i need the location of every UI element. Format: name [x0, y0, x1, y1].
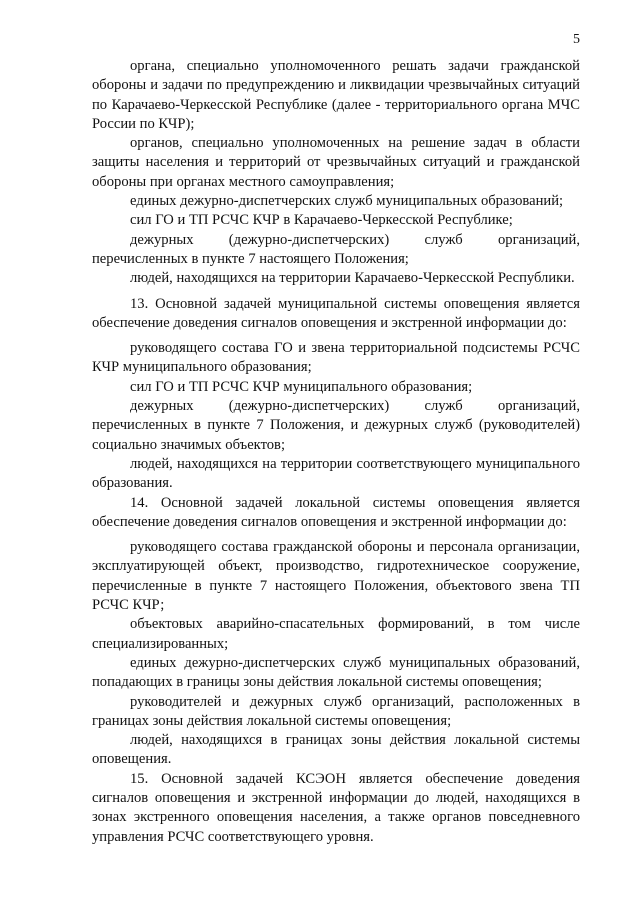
- document-body: [92, 57, 580, 847]
- paragraph: руководителей и дежурных служб организаций, расположенных в границах зоны действия локальной системы оповещения;: [92, 693, 580, 729]
- clause-15-paragraph: 15. Основной задачей КСЭОН является обеспечение доведения сигналов оповещения и экстренной информации до людей, находящихся в зонах экстренного оповещения населения, а также органов повседневного управления РСЧС соответствующего уровня.: [92, 770, 580, 845]
- paragraph: органа, специально уполномоченного решать задачи гражданской обороны и задачи по предупреждению и ликвидации чрезвычайных ситуаций по Карачаево-Черкесской Республике (далее - территориального органа МЧС России по КЧР);: [92, 58, 580, 132]
- clause-13-heading: 13. Основной задачей муниципальной системы оповещения является обеспечение доведения сигналов оповещения и экстренной информации до:: [92, 295, 580, 331]
- paragraph: руководящего состава ГО и звена территориальной подсистемы РСЧС КЧР муниципального образования;: [92, 340, 580, 376]
- paragraph: единых дежурно-диспетчерских служб муниципальных образований, попадающих в границы зоны действия локальной системы оповещения;: [92, 654, 580, 691]
- paragraph: сил ГО и ТП РСЧС КЧР в Карачаево-Черкесской Республике;: [130, 212, 513, 229]
- paragraph: людей, находящихся в границах зоны действия локальной системы оповещения.: [92, 732, 580, 768]
- paragraph: людей, находящихся на территории соответствующего муниципального образования.: [92, 455, 580, 492]
- page-number: 5: [573, 32, 580, 47]
- paragraph: объектовых аварийно-спасательных формирований, в том числе специализированных;: [92, 616, 580, 652]
- paragraph: людей, находящихся на территории Карачаево-Черкесской Республики.: [130, 270, 575, 287]
- paragraph: сил ГО и ТП РСЧС КЧР муниципального образования;: [130, 378, 473, 395]
- paragraph: единых дежурно-диспетчерских служб муниципальных образований;: [130, 193, 564, 210]
- paragraph: органов, специально уполномоченных на решение задач в области защиты населения и территорий от чрезвычайных ситуаций и гражданской обороны при органах местного самоуправления;: [92, 135, 580, 190]
- paragraph: дежурных (дежурно-диспетчерских) служб организаций, перечисленных в пункте 7 Положения, и дежурных служб (руководителей) социально значимых объектов;: [92, 398, 580, 453]
- clause-14-heading: 14. Основной задачей локальной системы оповещения является обеспечение доведения сигналов оповещения и экстренной информации до:: [92, 494, 580, 530]
- paragraph: руководящего состава гражданской обороны и персонала организации, эксплуатирующей объект, производство, гидротехническое сооружение, перечисленные в пункте 7 настоящего Положения, объектового звена ТП РСЧС КЧР;: [92, 539, 580, 614]
- paragraph: дежурных (дежурно-диспетчерских) служб организаций, перечисленных в пункте 7 настоящего Положения;: [92, 231, 580, 267]
